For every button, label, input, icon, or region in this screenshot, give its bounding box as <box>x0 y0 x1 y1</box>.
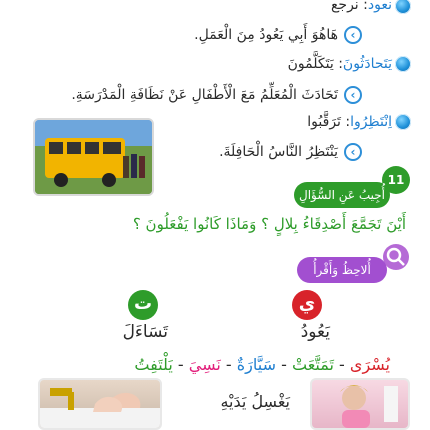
bullet-icon <box>395 0 411 14</box>
answer-title: أُجِيبُ عَنِ السُّؤَالِ <box>294 182 390 208</box>
vocab-word-2: يَتَحادَثُونَ <box>342 56 392 72</box>
vocab-def-1: نرجع <box>330 0 359 13</box>
letter-left: ت <box>128 290 158 320</box>
observe-title: أُلاحِظُ وَأَقْرأُ <box>297 257 387 283</box>
vocab-line-3: اِنْتَظِرُوا: تَرَقَّبُوا <box>307 114 392 130</box>
answer-badge: 11 <box>382 166 410 194</box>
vocab-line-2: يَتَحادَثُونَ: يَتَكَلَّمُونَ <box>287 56 392 72</box>
bullet-icon <box>395 56 411 72</box>
search-icon[interactable] <box>383 244 409 270</box>
vocab-def-3: تَرَقَّبُوا <box>307 114 341 130</box>
example-line-2: تَحَادَثَ الْمُعَلِّمُ مَعَ الْأَطْفَالِ عَنْ نَظَافَةِ الْمَدْرَسَةِ. <box>71 87 338 103</box>
bullet-icon <box>395 114 411 130</box>
question-text: أَيْنَ تَجَمَّعَ أَصْدِقَاءُ بِلالٍ ؟ وَمَاذَا كَانُوا يَفْعَلُونَ ؟ <box>132 215 406 233</box>
vocab-word-3: اِنْتَظِرُوا <box>350 114 392 130</box>
vocab-line-1: نعود: نرجع <box>331 0 392 14</box>
example-word-right: يَعُودُ <box>300 322 330 342</box>
example-word-left: تَسَاءَلَ <box>122 322 168 342</box>
arrow-icon: ‹ <box>344 143 362 161</box>
arrow-icon: ‹ <box>344 86 362 104</box>
vocab-word-1: نعود <box>367 0 392 13</box>
word-list: يُسْرَى - تَمَتَّعَتْ - سَيَّارَةٌ - نَسِيَ - يَلْتَفِتُ <box>134 355 390 374</box>
vocab-def-2: يَتَكَلَّمُونَ <box>287 56 334 72</box>
handwashing-photo <box>38 378 162 430</box>
arrow-icon: ‹ <box>344 26 362 44</box>
girl-photo <box>310 378 410 430</box>
example-line-1: هَاهُوَ أَبِي يَعُودُ مِنَ الْعَمَلِ. <box>194 27 338 43</box>
bus-illustration <box>35 120 152 194</box>
bottom-caption: يَغْسِلُ يَدَيْهِ <box>220 392 290 411</box>
letter-right: ي <box>292 290 322 320</box>
example-line-3: يَنْتَظِرُ النَّاسُ الْحَافِلَةَ. <box>219 144 338 160</box>
bus-photo <box>33 118 154 196</box>
